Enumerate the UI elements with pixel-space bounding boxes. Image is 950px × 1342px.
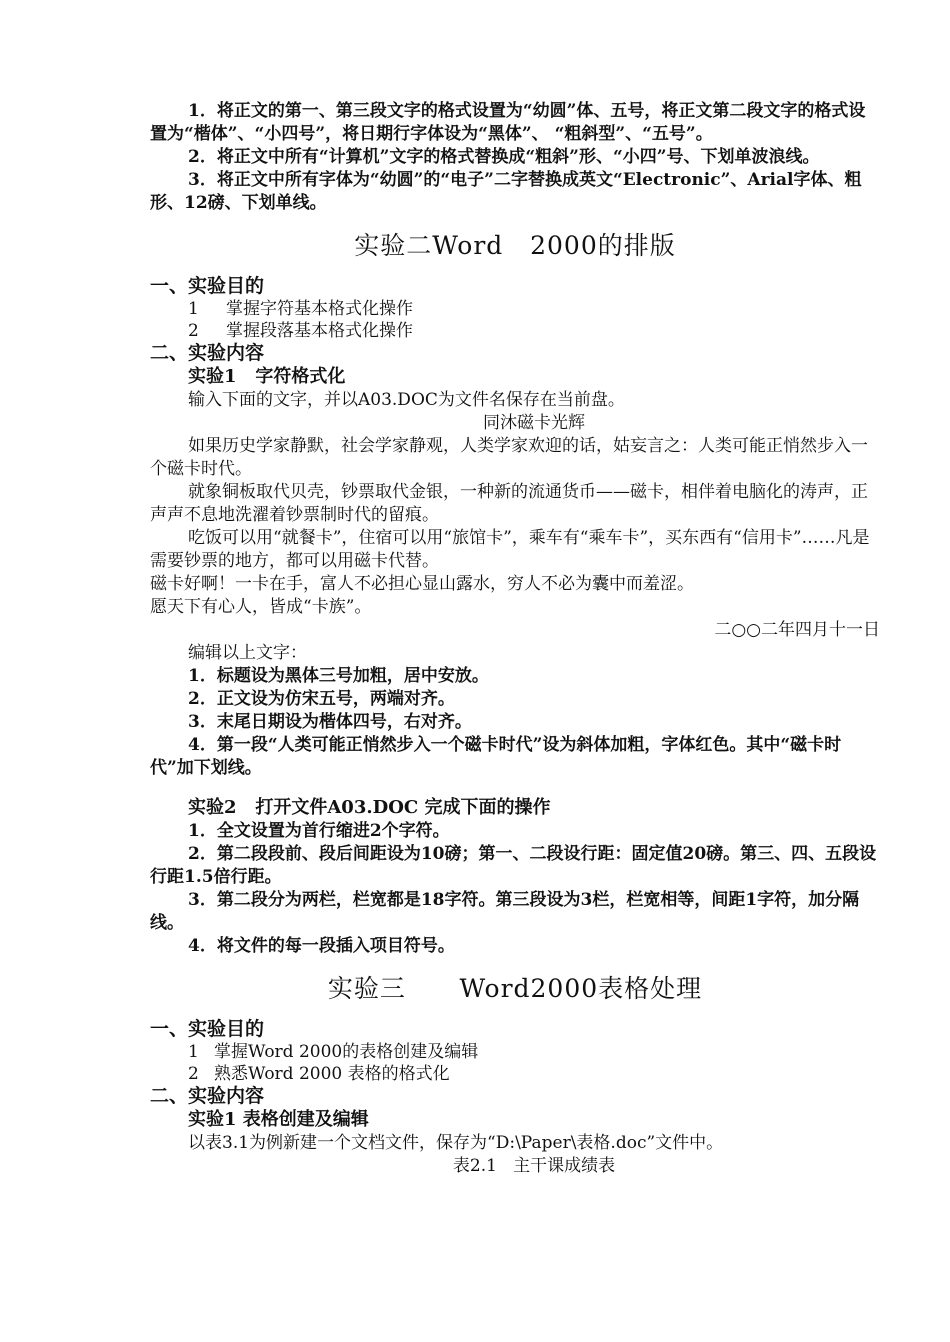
exp2-purpose-heading: 一、实验目的	[150, 275, 265, 297]
list-number: 2	[188, 321, 199, 341]
exp3-sub1-title: 实验1 表格创建及编辑	[188, 1109, 369, 1130]
sub2-task-3: 3．第二段分为两栏，栏宽都是18字符。第三段设为3栏，栏宽相等，间距1字符，加分隔线。	[150, 890, 860, 933]
list-text: 掌握字符基本格式化操作	[226, 299, 413, 319]
article-title: 同沐磁卡光辉	[483, 413, 585, 433]
document-page	[150, 100, 880, 1178]
exp3-content-heading: 二、实验内容	[150, 1085, 265, 1107]
list-text: 熟悉Word 2000 表格的格式化	[214, 1064, 450, 1084]
exp2-purpose-2	[150, 320, 880, 342]
article-line-5: 愿天下有心人，皆成“卡族”。	[150, 597, 372, 617]
table-caption: 表2.1 主干课成绩表	[452, 1156, 616, 1176]
sub2-task-4: 4．将文件的每一段插入项目符号。	[188, 936, 455, 956]
exp3-title: 实验三 Word2000表格处理	[327, 974, 703, 1003]
edit-task-1: 1．标题设为黑体三号加粗，居中安放。	[188, 666, 489, 686]
sub2-task-2: 2．第二段段前、段后间距设为10磅；第一、二段设行距：固定值20磅。第三、四、五段设行距1.5倍行距。	[150, 844, 877, 887]
top-task-3: 3．将正文中所有字体为“幼圆”的“电子”二字替换成英文“Electronic”、Arial字体、粗形、12磅、下划单线。	[150, 170, 862, 213]
exp2-content-heading: 二、实验内容	[150, 342, 265, 364]
exp3-purpose-1	[150, 1041, 880, 1063]
exp2-sub1-intro: 输入下面的文字，并以A03.DOC为文件名保存在当前盘。	[188, 390, 625, 410]
exp3-purpose-2	[150, 1063, 880, 1085]
exp2-sub2-title: 实验2 打开文件A03.DOC 完成下面的操作	[188, 797, 551, 818]
exp3-sub1-intro: 以表3.1为例新建一个文档文件，保存为“D:\Paper\表格.doc”文件中。	[188, 1133, 724, 1153]
sub2-task-1: 1．全文设置为首行缩进2个字符。	[188, 821, 450, 841]
list-text: 掌握Word 2000的表格创建及编辑	[214, 1042, 479, 1062]
exp3-purpose-heading: 一、实验目的	[150, 1018, 265, 1040]
article-paragraph-2: 就象铜板取代贝壳，钞票取代金银，一种新的流通货币——磁卡，相伴着电脑化的涛声，正声声不息地洗濯着钞票制时代的留痕。	[150, 482, 868, 525]
top-task-2: 2．将正文中所有“计算机”文字的格式替换成“粗斜”形、“小四”号、下划单波浪线。	[188, 147, 820, 167]
edit-task-2: 2．正文设为仿宋五号，两端对齐。	[188, 689, 455, 709]
edit-task-4: 4．第一段“人类可能正悄然步入一个磁卡时代”设为斜体加粗，字体红色。其中“磁卡时代”加下划线。	[150, 735, 842, 778]
edit-intro: 编辑以上文字：	[188, 643, 307, 663]
list-number: 1	[188, 299, 199, 319]
exp2-sub1-title: 实验1 字符格式化	[188, 366, 346, 387]
article-paragraph-1: 如果历史学家静默，社会学家静观，人类学家欢迎的话，姑妄言之：人类可能正悄然步入一个磁卡时代。	[150, 436, 868, 479]
article-line-4: 磁卡好啊！一卡在手，富人不必担心显山露水，穷人不必为囊中而羞涩。	[150, 574, 694, 594]
exp2-title: 实验二Word 2000的排版	[354, 231, 676, 260]
list-text: 掌握段落基本格式化操作	[226, 321, 413, 341]
list-number: 2	[188, 1064, 199, 1084]
article-paragraph-3: 吃饭可以用“就餐卡”，住宿可以用“旅馆卡”，乘车有“乘车卡”，买东西有“信用卡”……凡是需要钞票的地方，都可以用磁卡代替。	[150, 528, 870, 571]
list-number: 1	[188, 1042, 199, 1062]
article-date: 二○○二年四月十一日	[714, 620, 880, 640]
exp2-purpose-1	[150, 298, 880, 320]
top-task-1: 1．将正文的第一、第三段文字的格式设置为“幼圆”体、五号，将正文第二段文字的格式设置为“楷体”、“小四号”，将日期行字体设为“黑体”、 “粗斜型”、“五号”。	[150, 101, 866, 144]
edit-task-3: 3．末尾日期设为楷体四号，右对齐。	[188, 712, 472, 732]
